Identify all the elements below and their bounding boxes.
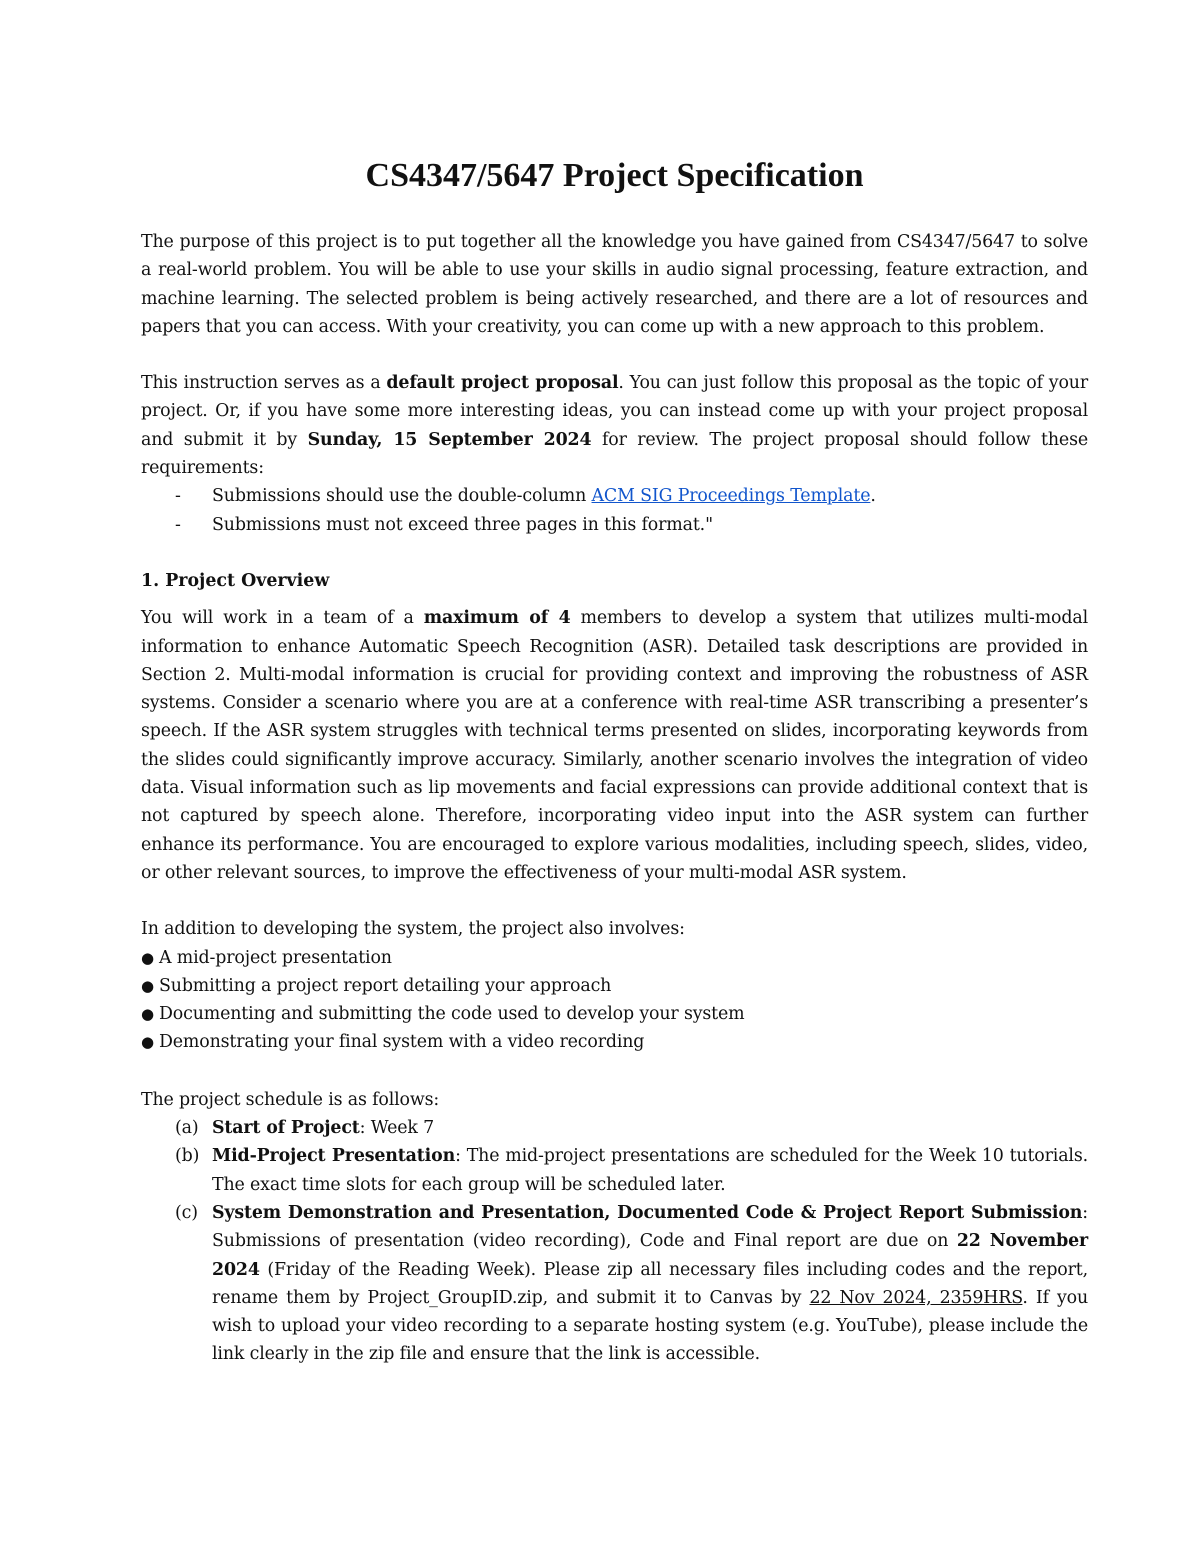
proposal-paragraph [141, 369, 1088, 482]
proposal-bold-deadline: Sunday, 15 September 2024 [307, 429, 592, 450]
overview-bold-team-size: maximum of 4 [423, 608, 571, 629]
requirement-text: Submissions should use the double-column [212, 486, 592, 507]
schedule-item-start [141, 1114, 1088, 1142]
bullet-icon: ● [141, 1033, 154, 1052]
dash-marker: - [175, 514, 181, 535]
requirements-list [141, 482, 1088, 539]
list-item-text: Demonstrating your final system with a video recording [159, 1032, 645, 1053]
involves-list [141, 944, 1088, 1057]
list-item [141, 1000, 1088, 1028]
requirement-text-end: . [870, 486, 876, 507]
canvas-deadline: 22 Nov 2024, 2359HRS [809, 1287, 1023, 1308]
schedule-label: Mid-Project Presentation [212, 1146, 456, 1167]
proposal-text-3: for review. The project proposal should follow these requirements: [141, 429, 1088, 479]
schedule-marker: (b) [175, 1146, 200, 1167]
proposal-bold-default: default project proposal [386, 373, 619, 394]
schedule-item-final-submission [141, 1199, 1088, 1369]
schedule-marker: (c) [175, 1202, 198, 1223]
due-date: 22 November 2024 [212, 1231, 1089, 1280]
requirement-item [141, 482, 1088, 510]
requirement-text: Submissions must not exceed three pages in this format." [212, 514, 713, 535]
list-item [141, 972, 1088, 1000]
schedule-text-3: . If you wish to upload your video recording to a separate hosting system (e.g. YouTube), please include the link clearly in the zip file and ensure that the link is accessible. [212, 1287, 1089, 1365]
schedule-text-2: (Friday of the Reading Week). Please zip all necessary files including codes and the report, rename them by Project_GroupID.zip, and submit it to Canvas by [212, 1259, 1088, 1308]
schedule-intro: The project schedule is as follows: [141, 1089, 440, 1110]
overview-text-1: You will work in a team of a [141, 608, 424, 629]
dash-marker: - [175, 486, 181, 507]
requirement-item [141, 511, 1088, 539]
schedule-text-1: : Submissions of presentation (video recording), Code and Final report are due on [212, 1202, 1088, 1252]
overview-paragraph [141, 604, 1088, 887]
involves-intro: In addition to developing the system, the project also involves: [141, 919, 685, 940]
list-item-text: Submitting a project report detailing your approach [159, 975, 612, 996]
list-item-text: Documenting and submitting the code used to develop your system [159, 1004, 745, 1025]
intro-paragraph: The purpose of this project is to put together all the knowledge you have gained from CS4347/5647 to solve a real-world problem. You will be able to use your skills in audio signal processing, feature extraction, and machine learning. The selected problem is being actively researched, and there are a lot of resources and papers that you can access. With your creativity, you can come up with a new approach to this problem. [141, 232, 1088, 337]
acm-template-link[interactable]: ACM SIG Proceedings Template [591, 486, 871, 507]
section-heading-overview: 1. Project Overview [141, 570, 330, 591]
list-item [141, 944, 1088, 972]
bullet-icon: ● [141, 1005, 154, 1024]
schedule-item-mid-presentation [141, 1142, 1088, 1199]
schedule-text: : Week 7 [359, 1118, 435, 1139]
proposal-text-1: This instruction serves as a [141, 373, 387, 394]
bullet-icon: ● [141, 948, 154, 967]
schedule-label: Start of Project [212, 1118, 360, 1139]
overview-text-2: members to develop a system that utilizes multi-modal information to enhance Automatic Speech Recognition (ASR). Detailed task descriptions are provided in Section 2. Multi-modal information is crucial for providing context and improving the robustness of ASR systems. Consider a scenario where you are at a conference with real-time ASR transcribing a presenter’s speech. If the ASR system struggles with technical terms presented on slides, incorporating keywords from the slides could significantly improve accuracy. Similarly, another scenario involves the integration of video data. Visual information such as lip movements and facial expressions can provide additional context that is not captured by speech alone. Therefore, incorporating video input into the ASR system can further enhance its performance. You are encouraged to explore various modalities, including speech, slides, video, or other relevant sources, to improve the effectiveness of your multi-modal ASR system. [141, 608, 1088, 883]
schedule-label: System Demonstration and Presentation, Documented Code & Project Report Submission [212, 1202, 1083, 1223]
document-title: CS4347/5647 Project Specification [365, 157, 864, 194]
schedule-marker: (a) [175, 1118, 199, 1139]
list-item [141, 1028, 1088, 1056]
list-item-text: A mid-project presentation [159, 947, 392, 968]
schedule-text: : The mid-project presentations are scheduled for the Week 10 tutorials. The exact time slots for each group will be scheduled later. [212, 1146, 1088, 1195]
schedule-list [141, 1114, 1088, 1369]
proposal-text-2: . You can just follow this proposal as the topic of your project. Or, if you have some more interesting ideas, you can instead come up with your project proposal and submit it by [141, 373, 1088, 450]
bullet-icon: ● [141, 976, 154, 995]
